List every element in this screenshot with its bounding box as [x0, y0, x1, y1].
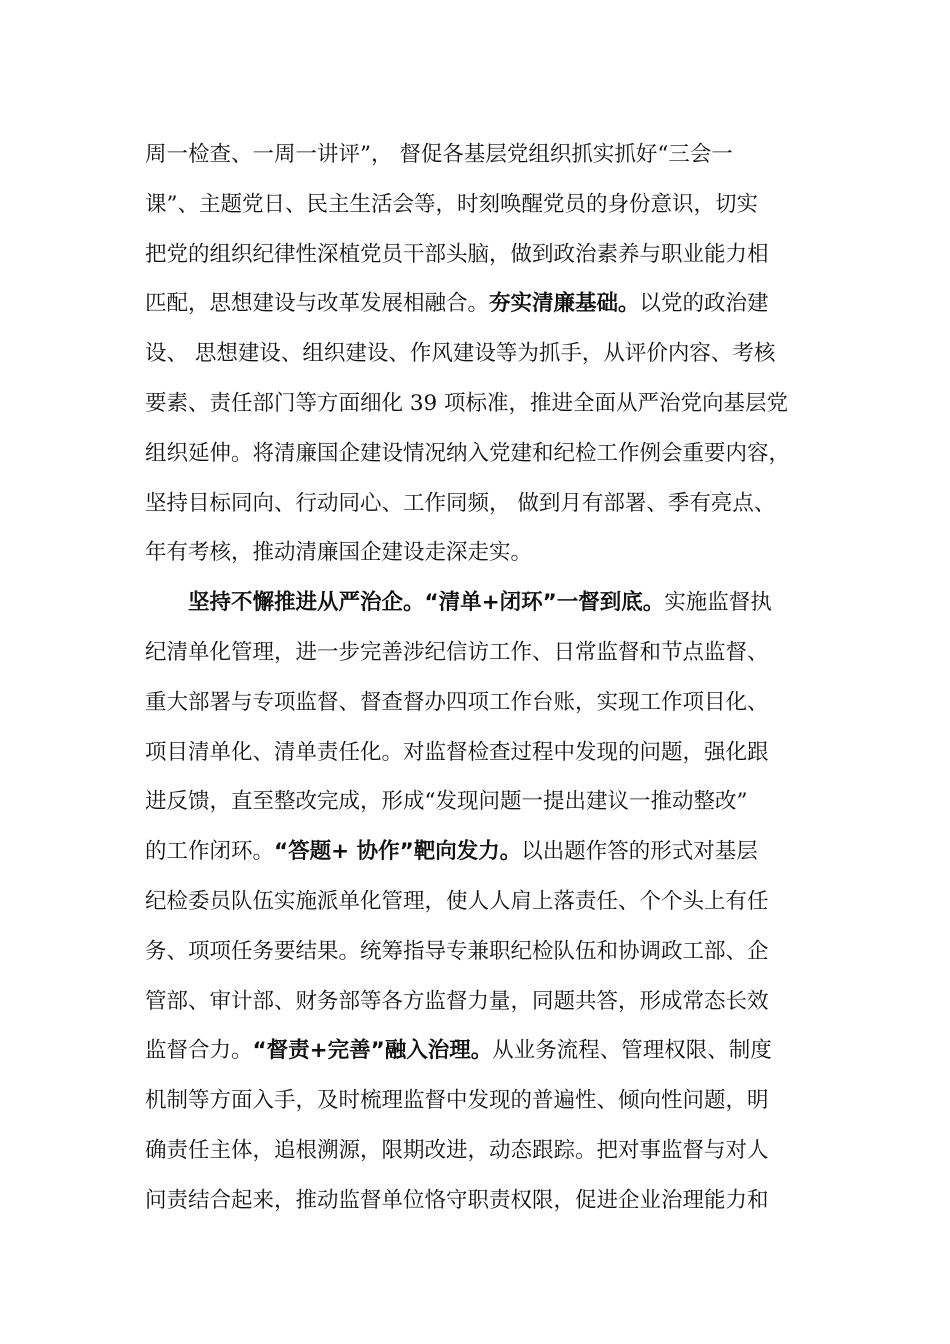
text-line-13: [145, 733, 825, 773]
body-text: 周一检查、一周一讲评”， 督促各基层党组织抓实抓好“三会一: [145, 142, 733, 167]
body-text: 年有考核，推动清廉国企建设走深走实。: [145, 540, 533, 565]
bold-heading-text: “清单+闭环”一督到底。: [424, 590, 665, 615]
body-text: 组织延伸。将清廉国企建设情况纳入党建和纪检工作例会重要内容，: [145, 441, 791, 466]
body-text: 以党的政治建: [639, 291, 769, 316]
text-line-11: [145, 633, 825, 673]
bold-heading-text: 夯实清廉基础。: [489, 291, 640, 316]
text-line-7: [145, 434, 825, 474]
body-text: 匹配，思想建设与改革发展相融合。: [145, 291, 490, 316]
body-text: 监督合力。: [145, 1038, 253, 1063]
body-text: 纪检委员队伍实施派单化管理，使人人肩上落责任、个个头上有任: [145, 889, 769, 914]
text-line-2: [145, 185, 825, 225]
text-line-21: [145, 1131, 825, 1171]
body-text: 要素、责任部门等方面细化 39 项标准，推进全面从严治党向基层党: [145, 391, 789, 416]
body-text: 坚持目标同向、行动同心、工作同频， 做到月有部署、季有亮点、: [145, 491, 776, 516]
text-line-22: [145, 1181, 825, 1221]
text-line-14: [145, 782, 825, 822]
paragraph-start-line: [188, 583, 825, 623]
body-text: 管部、审计部、财务部等各方监督力量，同题共答，形成常态长效: [145, 989, 769, 1014]
text-line-6: [145, 384, 825, 424]
body-text: 务、项项任务要结果。统筹指导专兼职纪检队伍和协调政工部、企: [145, 939, 769, 964]
body-text: 确责任主体，追根溯源，限期改进，动态跟踪。把对事监督与对人: [145, 1138, 769, 1163]
body-text: 实施监督执: [664, 590, 772, 615]
body-text: 重大部署与专项监督、督查督办四项工作台账，实现工作项目化、: [145, 690, 769, 715]
bold-heading-text: “答题+ 协作”靶向发力。: [274, 839, 522, 864]
text-line-18: [145, 982, 825, 1022]
text-line-20: [145, 1081, 825, 1121]
text-line-15: [145, 832, 825, 872]
text-line-4: [145, 284, 825, 324]
body-text: 机制等方面入手，及时梳理监督中发现的普遍性、倾向性问题，明: [145, 1088, 769, 1113]
body-text: 课”、主题党日、民主生活会等，时刻唤醒党员的身份意识，切实: [145, 192, 758, 217]
body-text: 问责结合起来，推动监督单位恪守职责权限，促进企业治理能力和: [145, 1188, 769, 1213]
body-text: 以出题作答的形式对基层: [521, 839, 758, 864]
bold-heading-text: “督责+完善”融入治理。: [252, 1038, 493, 1063]
text-line-19: [145, 1031, 825, 1071]
text-line-3: [145, 235, 825, 275]
body-text: 纪清单化管理，进一步完善涉纪信访工作、日常监督和节点监督、: [145, 640, 769, 665]
body-text: 进反馈，直至整改完成，形成“发现问题一提出建议一推动整改”: [145, 789, 748, 814]
body-text: 项目清单化、清单责任化。对监督检查过程中发现的问题，强化跟: [145, 740, 769, 765]
bold-heading-text: 坚持不懈推进从严治企。: [188, 590, 425, 615]
body-text: 从业务流程、管理权限、制度: [492, 1038, 772, 1063]
text-line-17: [145, 932, 825, 972]
text-line-8: [145, 484, 825, 524]
text-line-16: [145, 882, 825, 922]
body-text: 把党的组织纪律性深植党员干部头脑，做到政治素养与职业能力相: [145, 242, 769, 267]
body-text: 的工作闭环。: [145, 839, 275, 864]
text-line-12: [145, 683, 825, 723]
text-line-9: [145, 533, 825, 573]
text-line-5: [145, 334, 825, 374]
body-text: 设、 思想建设、组织建设、作风建设等为抓手，从评价内容、考核: [145, 341, 776, 366]
text-line-1: [145, 135, 825, 175]
